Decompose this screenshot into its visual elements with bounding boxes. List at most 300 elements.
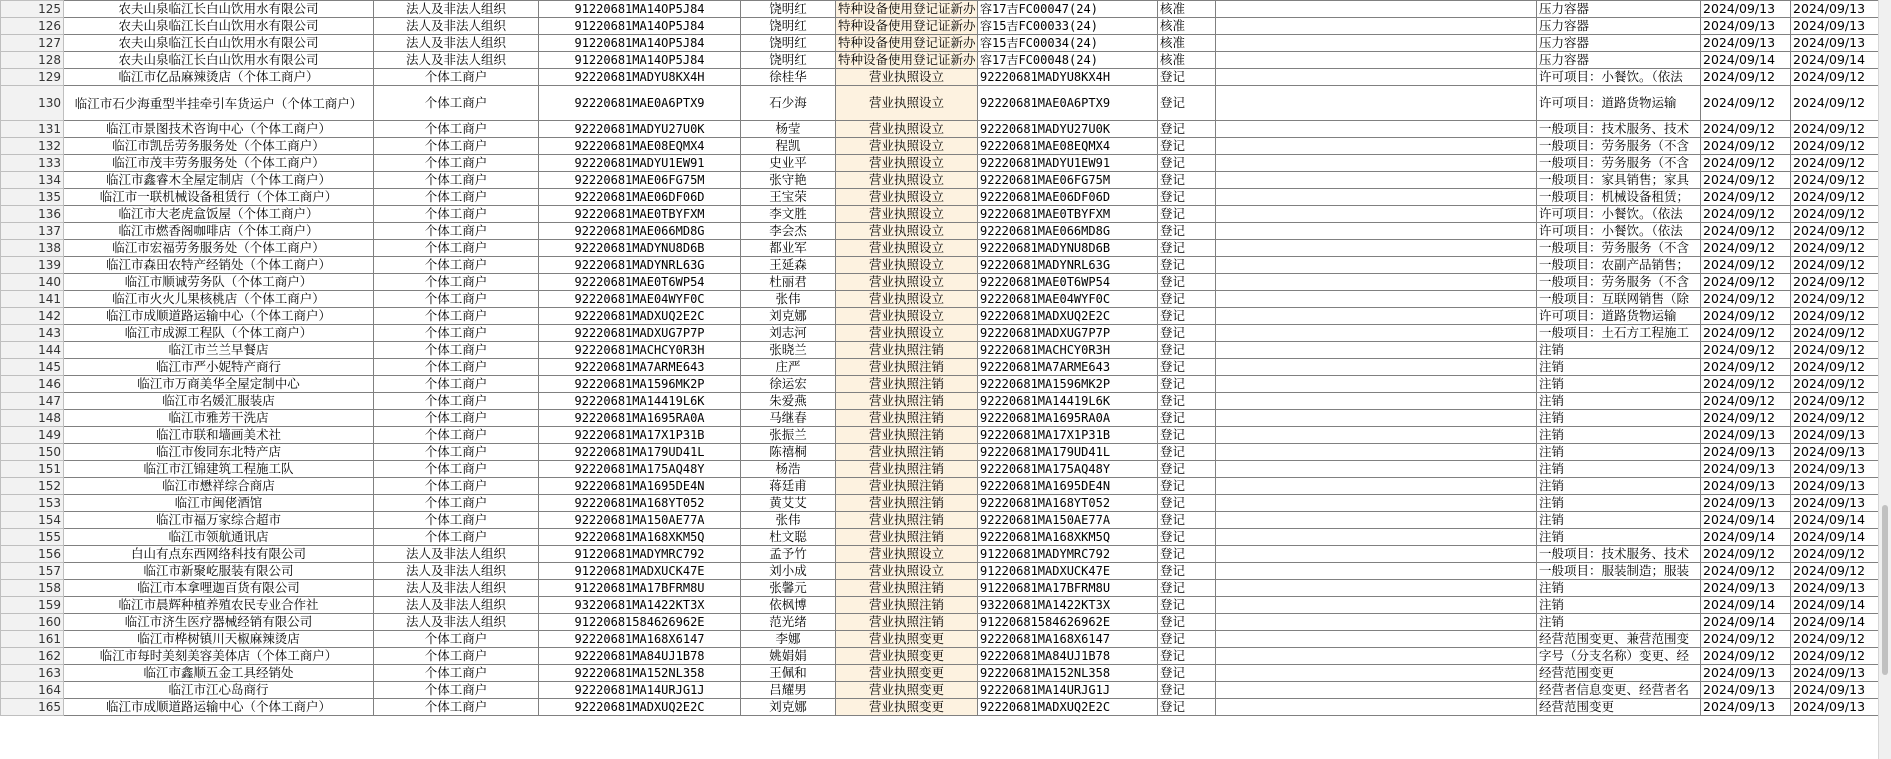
certificate-number-cell[interactable]: 92220681MA179UD41L	[978, 444, 1158, 461]
table-row[interactable]	[1, 274, 1879, 291]
date-cell[interactable]: 2024/09/12	[1791, 69, 1879, 86]
date-cell[interactable]: 2024/09/12	[1791, 393, 1879, 410]
certificate-number-cell[interactable]: 91220681584626962E	[978, 614, 1158, 631]
legal-person-cell[interactable]: 饶明红	[741, 35, 836, 52]
business-type-cell[interactable]: 营业执照设立	[836, 206, 978, 223]
blank-cell[interactable]	[1216, 682, 1537, 699]
row-number-cell[interactable]: 164	[1, 682, 64, 699]
date-cell[interactable]: 2024/09/13	[1701, 18, 1791, 35]
blank-cell[interactable]	[1216, 308, 1537, 325]
row-number-cell[interactable]: 163	[1, 665, 64, 682]
table-row[interactable]	[1, 393, 1879, 410]
certificate-number-cell[interactable]: 92220681MAE0TBYFXM	[978, 206, 1158, 223]
row-number-cell[interactable]: 143	[1, 325, 64, 342]
certificate-number-cell[interactable]: 92220681MA84UJ1B78	[978, 648, 1158, 665]
entity-name-cell[interactable]: 临江市鑫睿木全屋定制店（个体工商户）	[64, 172, 374, 189]
credit-code-cell[interactable]: 91220681MA14OP5J84	[539, 52, 741, 69]
business-scope-cell[interactable]: 注销	[1537, 495, 1701, 512]
entity-type-cell[interactable]: 个体工商户	[374, 342, 539, 359]
date-cell[interactable]: 2024/09/12	[1791, 342, 1879, 359]
certificate-number-cell[interactable]: 92220681MAE08EQMX4	[978, 138, 1158, 155]
date-cell[interactable]: 2024/09/14	[1791, 512, 1879, 529]
business-type-cell[interactable]: 营业执照注销	[836, 495, 978, 512]
business-type-cell[interactable]: 营业执照设立	[836, 189, 978, 206]
table-row[interactable]	[1, 138, 1879, 155]
business-type-cell[interactable]: 营业执照设立	[836, 223, 978, 240]
business-type-cell[interactable]: 营业执照设立	[836, 274, 978, 291]
entity-name-cell[interactable]: 农夫山泉临江长白山饮用水有限公司	[64, 52, 374, 69]
business-type-cell[interactable]: 营业执照设立	[836, 86, 978, 121]
scrollbar-thumb[interactable]	[1882, 505, 1888, 675]
business-type-cell[interactable]: 营业执照注销	[836, 461, 978, 478]
business-type-cell[interactable]: 营业执照设立	[836, 325, 978, 342]
certificate-number-cell[interactable]: 92220681MAE0T6WP54	[978, 274, 1158, 291]
row-number-cell[interactable]: 138	[1, 240, 64, 257]
business-type-cell[interactable]: 营业执照注销	[836, 359, 978, 376]
action-cell[interactable]: 登记	[1158, 257, 1216, 274]
row-number-cell[interactable]: 133	[1, 155, 64, 172]
date-cell[interactable]: 2024/09/12	[1791, 138, 1879, 155]
entity-type-cell[interactable]: 个体工商户	[374, 86, 539, 121]
table-row[interactable]	[1, 240, 1879, 257]
credit-code-cell[interactable]: 91220681MADYMRC792	[539, 546, 741, 563]
business-type-cell[interactable]: 营业执照变更	[836, 699, 978, 716]
business-scope-cell[interactable]: 一般项目：技术服务、技术	[1537, 121, 1701, 138]
row-number-cell[interactable]: 136	[1, 206, 64, 223]
date-cell[interactable]: 2024/09/12	[1701, 189, 1791, 206]
legal-person-cell[interactable]: 王宝荣	[741, 189, 836, 206]
action-cell[interactable]: 登记	[1158, 86, 1216, 121]
certificate-number-cell[interactable]: 92220681MAE06DF06D	[978, 189, 1158, 206]
business-type-cell[interactable]: 营业执照注销	[836, 376, 978, 393]
blank-cell[interactable]	[1216, 155, 1537, 172]
legal-person-cell[interactable]: 蒋廷甫	[741, 478, 836, 495]
legal-person-cell[interactable]: 李会杰	[741, 223, 836, 240]
entity-type-cell[interactable]: 法人及非法人组织	[374, 1, 539, 18]
certificate-number-cell[interactable]: 92220681MADYU1EW91	[978, 155, 1158, 172]
date-cell[interactable]: 2024/09/13	[1791, 699, 1879, 716]
row-number-cell[interactable]: 137	[1, 223, 64, 240]
certificate-number-cell[interactable]: 92220681MA175AQ48Y	[978, 461, 1158, 478]
entity-name-cell[interactable]: 临江市成顺道路运输中心（个体工商户）	[64, 308, 374, 325]
business-scope-cell[interactable]: 一般项目：机械设备租赁；	[1537, 189, 1701, 206]
date-cell[interactable]: 2024/09/14	[1791, 614, 1879, 631]
row-number-cell[interactable]: 146	[1, 376, 64, 393]
certificate-number-cell[interactable]: 92220681MA152NL358	[978, 665, 1158, 682]
date-cell[interactable]: 2024/09/12	[1701, 291, 1791, 308]
blank-cell[interactable]	[1216, 546, 1537, 563]
credit-code-cell[interactable]: 92220681MA179UD41L	[539, 444, 741, 461]
credit-code-cell[interactable]: 92220681MA1695RA0A	[539, 410, 741, 427]
certificate-number-cell[interactable]: 92220681MADXUG7P7P	[978, 325, 1158, 342]
legal-person-cell[interactable]: 刘克娜	[741, 699, 836, 716]
certificate-number-cell[interactable]: 92220681MA14URJG1J	[978, 682, 1158, 699]
blank-cell[interactable]	[1216, 495, 1537, 512]
credit-code-cell[interactable]: 91220681MA14OP5J84	[539, 35, 741, 52]
business-scope-cell[interactable]: 一般项目：农副产品销售；	[1537, 257, 1701, 274]
blank-cell[interactable]	[1216, 393, 1537, 410]
business-scope-cell[interactable]: 一般项目：互联网销售（除	[1537, 291, 1701, 308]
legal-person-cell[interactable]: 姚娟娟	[741, 648, 836, 665]
action-cell[interactable]: 登记	[1158, 699, 1216, 716]
date-cell[interactable]: 2024/09/13	[1791, 580, 1879, 597]
business-type-cell[interactable]: 营业执照注销	[836, 393, 978, 410]
table-row[interactable]	[1, 580, 1879, 597]
blank-cell[interactable]	[1216, 257, 1537, 274]
legal-person-cell[interactable]: 都业军	[741, 240, 836, 257]
business-type-cell[interactable]: 特种设备使用登记证新办	[836, 18, 978, 35]
credit-code-cell[interactable]: 92220681MADYU1EW91	[539, 155, 741, 172]
legal-person-cell[interactable]: 李娜	[741, 631, 836, 648]
table-row[interactable]	[1, 614, 1879, 631]
entity-name-cell[interactable]: 临江市雅芳干洗店	[64, 410, 374, 427]
row-number-cell[interactable]: 147	[1, 393, 64, 410]
row-number-cell[interactable]: 129	[1, 69, 64, 86]
credit-code-cell[interactable]: 92220681MADXUQ2E2C	[539, 699, 741, 716]
business-scope-cell[interactable]: 一般项目：技术服务、技术	[1537, 546, 1701, 563]
business-scope-cell[interactable]: 注销	[1537, 427, 1701, 444]
business-scope-cell[interactable]: 注销	[1537, 597, 1701, 614]
business-type-cell[interactable]: 营业执照变更	[836, 631, 978, 648]
table-row[interactable]	[1, 1, 1879, 18]
date-cell[interactable]: 2024/09/12	[1701, 240, 1791, 257]
blank-cell[interactable]	[1216, 138, 1537, 155]
date-cell[interactable]: 2024/09/12	[1701, 121, 1791, 138]
legal-person-cell[interactable]: 杜文聪	[741, 529, 836, 546]
credit-code-cell[interactable]: 92220681MA175AQ48Y	[539, 461, 741, 478]
legal-person-cell[interactable]: 张晓兰	[741, 342, 836, 359]
date-cell[interactable]: 2024/09/12	[1701, 648, 1791, 665]
business-scope-cell[interactable]: 注销	[1537, 376, 1701, 393]
business-scope-cell[interactable]: 经营范围变更、兼营范围变	[1537, 631, 1701, 648]
credit-code-cell[interactable]: 92220681MAE0T6WP54	[539, 274, 741, 291]
blank-cell[interactable]	[1216, 52, 1537, 69]
action-cell[interactable]: 登记	[1158, 495, 1216, 512]
business-type-cell[interactable]: 营业执照变更	[836, 665, 978, 682]
entity-type-cell[interactable]: 法人及非法人组织	[374, 580, 539, 597]
entity-name-cell[interactable]: 临江市燃香阁咖啡店（个体工商户）	[64, 223, 374, 240]
entity-type-cell[interactable]: 个体工商户	[374, 189, 539, 206]
entity-type-cell[interactable]: 个体工商户	[374, 665, 539, 682]
blank-cell[interactable]	[1216, 563, 1537, 580]
business-scope-cell[interactable]: 许可项目：小餐饮。（依法	[1537, 223, 1701, 240]
blank-cell[interactable]	[1216, 274, 1537, 291]
legal-person-cell[interactable]: 黄艾艾	[741, 495, 836, 512]
action-cell[interactable]: 登记	[1158, 393, 1216, 410]
business-type-cell[interactable]: 营业执照注销	[836, 342, 978, 359]
certificate-number-cell[interactable]: 92220681MACHCY0R3H	[978, 342, 1158, 359]
entity-name-cell[interactable]: 农夫山泉临江长白山饮用水有限公司	[64, 1, 374, 18]
vertical-scrollbar[interactable]	[1878, 0, 1891, 759]
table-row[interactable]	[1, 121, 1879, 138]
legal-person-cell[interactable]: 张伟	[741, 291, 836, 308]
business-scope-cell[interactable]: 经营者信息变更、经营者名	[1537, 682, 1701, 699]
entity-type-cell[interactable]: 个体工商户	[374, 512, 539, 529]
table-row[interactable]	[1, 563, 1879, 580]
credit-code-cell[interactable]: 92220681MADYNRL63G	[539, 257, 741, 274]
certificate-number-cell[interactable]: 91220681MADYMRC792	[978, 546, 1158, 563]
business-scope-cell[interactable]: 注销	[1537, 342, 1701, 359]
business-scope-cell[interactable]: 注销	[1537, 478, 1701, 495]
date-cell[interactable]: 2024/09/13	[1791, 478, 1879, 495]
action-cell[interactable]: 登记	[1158, 223, 1216, 240]
row-number-cell[interactable]: 150	[1, 444, 64, 461]
certificate-number-cell[interactable]: 92220681MA17X1P31B	[978, 427, 1158, 444]
date-cell[interactable]: 2024/09/12	[1791, 172, 1879, 189]
entity-type-cell[interactable]: 法人及非法人组织	[374, 614, 539, 631]
entity-name-cell[interactable]: 临江市景图技术咨询中心（个体工商户）	[64, 121, 374, 138]
business-scope-cell[interactable]: 许可项目：小餐饮。（依法	[1537, 69, 1701, 86]
date-cell[interactable]: 2024/09/12	[1791, 631, 1879, 648]
entity-type-cell[interactable]: 法人及非法人组织	[374, 597, 539, 614]
business-scope-cell[interactable]: 压力容器	[1537, 1, 1701, 18]
business-type-cell[interactable]: 特种设备使用登记证新办	[836, 1, 978, 18]
date-cell[interactable]: 2024/09/12	[1701, 376, 1791, 393]
entity-name-cell[interactable]: 临江市兰兰早餐店	[64, 342, 374, 359]
credit-code-cell[interactable]: 92220681MAE066MD8G	[539, 223, 741, 240]
legal-person-cell[interactable]: 依枫博	[741, 597, 836, 614]
entity-name-cell[interactable]: 临江市万商美华全屋定制中心	[64, 376, 374, 393]
entity-type-cell[interactable]: 个体工商户	[374, 376, 539, 393]
business-type-cell[interactable]: 营业执照注销	[836, 478, 978, 495]
business-type-cell[interactable]: 营业执照设立	[836, 308, 978, 325]
legal-person-cell[interactable]: 杜丽君	[741, 274, 836, 291]
entity-type-cell[interactable]: 个体工商户	[374, 393, 539, 410]
business-type-cell[interactable]: 营业执照注销	[836, 597, 978, 614]
business-scope-cell[interactable]: 许可项目：小餐饮。（依法	[1537, 206, 1701, 223]
business-scope-cell[interactable]: 压力容器	[1537, 52, 1701, 69]
certificate-number-cell[interactable]: 92220681MA1695DE4N	[978, 478, 1158, 495]
row-number-cell[interactable]: 154	[1, 512, 64, 529]
date-cell[interactable]: 2024/09/13	[1701, 444, 1791, 461]
credit-code-cell[interactable]: 92220681MAE06FG75M	[539, 172, 741, 189]
blank-cell[interactable]	[1216, 291, 1537, 308]
business-type-cell[interactable]: 营业执照设立	[836, 563, 978, 580]
date-cell[interactable]: 2024/09/12	[1701, 546, 1791, 563]
legal-person-cell[interactable]: 刘小成	[741, 563, 836, 580]
credit-code-cell[interactable]: 91220681MADXUCK47E	[539, 563, 741, 580]
row-number-cell[interactable]: 165	[1, 699, 64, 716]
credit-code-cell[interactable]: 92220681MAE0A6PTX9	[539, 86, 741, 121]
certificate-number-cell[interactable]: 92220681MAE04WYF0C	[978, 291, 1158, 308]
table-row[interactable]	[1, 478, 1879, 495]
entity-name-cell[interactable]: 临江市名媛汇服装店	[64, 393, 374, 410]
blank-cell[interactable]	[1216, 410, 1537, 427]
date-cell[interactable]: 2024/09/12	[1791, 240, 1879, 257]
row-number-cell[interactable]: 162	[1, 648, 64, 665]
blank-cell[interactable]	[1216, 699, 1537, 716]
certificate-number-cell[interactable]: 92220681MA150AE77A	[978, 512, 1158, 529]
blank-cell[interactable]	[1216, 172, 1537, 189]
date-cell[interactable]: 2024/09/12	[1701, 172, 1791, 189]
entity-name-cell[interactable]: 临江市亿品麻辣烫店（个体工商户）	[64, 69, 374, 86]
entity-name-cell[interactable]: 临江市宏福劳务服务处（个体工商户）	[64, 240, 374, 257]
date-cell[interactable]: 2024/09/12	[1791, 274, 1879, 291]
date-cell[interactable]: 2024/09/14	[1791, 597, 1879, 614]
row-number-cell[interactable]: 131	[1, 121, 64, 138]
entity-name-cell[interactable]: 临江市闽佬酒馆	[64, 495, 374, 512]
business-type-cell[interactable]: 营业执照设立	[836, 240, 978, 257]
credit-code-cell[interactable]: 91220681584626962E	[539, 614, 741, 631]
legal-person-cell[interactable]: 李文胜	[741, 206, 836, 223]
business-scope-cell[interactable]: 注销	[1537, 512, 1701, 529]
action-cell[interactable]: 登记	[1158, 376, 1216, 393]
business-scope-cell[interactable]: 许可项目：道路货物运输	[1537, 308, 1701, 325]
business-scope-cell[interactable]: 一般项目：土石方工程施工	[1537, 325, 1701, 342]
business-type-cell[interactable]: 营业执照设立	[836, 291, 978, 308]
action-cell[interactable]: 登记	[1158, 546, 1216, 563]
legal-person-cell[interactable]: 张守艳	[741, 172, 836, 189]
table-row[interactable]	[1, 648, 1879, 665]
entity-type-cell[interactable]: 个体工商户	[374, 138, 539, 155]
entity-name-cell[interactable]: 临江市联和墙画美术社	[64, 427, 374, 444]
action-cell[interactable]: 登记	[1158, 597, 1216, 614]
action-cell[interactable]: 登记	[1158, 580, 1216, 597]
action-cell[interactable]: 登记	[1158, 274, 1216, 291]
business-type-cell[interactable]: 营业执照设立	[836, 138, 978, 155]
table-row[interactable]	[1, 699, 1879, 716]
business-type-cell[interactable]: 营业执照设立	[836, 172, 978, 189]
row-number-cell[interactable]: 157	[1, 563, 64, 580]
date-cell[interactable]: 2024/09/14	[1701, 529, 1791, 546]
entity-name-cell[interactable]: 临江市福万家综合超市	[64, 512, 374, 529]
date-cell[interactable]: 2024/09/12	[1701, 69, 1791, 86]
row-number-cell[interactable]: 152	[1, 478, 64, 495]
certificate-number-cell[interactable]: 91220681MADXUCK47E	[978, 563, 1158, 580]
certificate-number-cell[interactable]: 92220681MAE06FG75M	[978, 172, 1158, 189]
date-cell[interactable]: 2024/09/13	[1701, 665, 1791, 682]
credit-code-cell[interactable]: 92220681MA17X1P31B	[539, 427, 741, 444]
legal-person-cell[interactable]: 吕耀男	[741, 682, 836, 699]
certificate-number-cell[interactable]: 92220681MADXUQ2E2C	[978, 699, 1158, 716]
date-cell[interactable]: 2024/09/12	[1701, 342, 1791, 359]
date-cell[interactable]: 2024/09/12	[1701, 359, 1791, 376]
credit-code-cell[interactable]: 92220681MA84UJ1B78	[539, 648, 741, 665]
date-cell[interactable]: 2024/09/13	[1791, 18, 1879, 35]
blank-cell[interactable]	[1216, 121, 1537, 138]
date-cell[interactable]: 2024/09/12	[1791, 206, 1879, 223]
row-number-cell[interactable]: 145	[1, 359, 64, 376]
entity-type-cell[interactable]: 个体工商户	[374, 699, 539, 716]
date-cell[interactable]: 2024/09/13	[1791, 461, 1879, 478]
table-row[interactable]	[1, 342, 1879, 359]
blank-cell[interactable]	[1216, 597, 1537, 614]
legal-person-cell[interactable]: 徐桂华	[741, 69, 836, 86]
business-scope-cell[interactable]: 注销	[1537, 393, 1701, 410]
credit-code-cell[interactable]: 92220681MADXUQ2E2C	[539, 308, 741, 325]
blank-cell[interactable]	[1216, 512, 1537, 529]
entity-name-cell[interactable]: 临江市成源工程队（个体工商户）	[64, 325, 374, 342]
entity-type-cell[interactable]: 个体工商户	[374, 631, 539, 648]
credit-code-cell[interactable]: 92220681MA168X6147	[539, 631, 741, 648]
business-scope-cell[interactable]: 注销	[1537, 410, 1701, 427]
action-cell[interactable]: 核准	[1158, 18, 1216, 35]
legal-person-cell[interactable]: 庄严	[741, 359, 836, 376]
date-cell[interactable]: 2024/09/12	[1701, 138, 1791, 155]
date-cell[interactable]: 2024/09/12	[1791, 563, 1879, 580]
table-row[interactable]	[1, 597, 1879, 614]
action-cell[interactable]: 登记	[1158, 359, 1216, 376]
date-cell[interactable]: 2024/09/14	[1701, 52, 1791, 69]
table-row[interactable]	[1, 512, 1879, 529]
business-scope-cell[interactable]: 压力容器	[1537, 18, 1701, 35]
business-scope-cell[interactable]: 一般项目：劳务服务（不含	[1537, 240, 1701, 257]
entity-type-cell[interactable]: 个体工商户	[374, 529, 539, 546]
legal-person-cell[interactable]: 张馨元	[741, 580, 836, 597]
business-scope-cell[interactable]: 一般项目：劳务服务（不含	[1537, 138, 1701, 155]
date-cell[interactable]: 2024/09/12	[1791, 189, 1879, 206]
entity-type-cell[interactable]: 个体工商户	[374, 257, 539, 274]
entity-type-cell[interactable]: 个体工商户	[374, 359, 539, 376]
business-type-cell[interactable]: 营业执照变更	[836, 648, 978, 665]
legal-person-cell[interactable]: 刘志河	[741, 325, 836, 342]
row-number-cell[interactable]: 161	[1, 631, 64, 648]
entity-name-cell[interactable]: 临江市新聚屹服装有限公司	[64, 563, 374, 580]
row-number-cell[interactable]: 158	[1, 580, 64, 597]
row-number-cell[interactable]: 130	[1, 86, 64, 121]
business-scope-cell[interactable]: 一般项目：家具销售；家具	[1537, 172, 1701, 189]
date-cell[interactable]: 2024/09/12	[1701, 86, 1791, 121]
certificate-number-cell[interactable]: 92220681MADYU27U0K	[978, 121, 1158, 138]
blank-cell[interactable]	[1216, 69, 1537, 86]
date-cell[interactable]: 2024/09/12	[1791, 359, 1879, 376]
table-row[interactable]	[1, 495, 1879, 512]
legal-person-cell[interactable]: 饶明红	[741, 18, 836, 35]
certificate-number-cell[interactable]: 容17吉FC00048(24)	[978, 52, 1158, 69]
date-cell[interactable]: 2024/09/13	[1791, 444, 1879, 461]
date-cell[interactable]: 2024/09/14	[1701, 597, 1791, 614]
legal-person-cell[interactable]: 朱爱燕	[741, 393, 836, 410]
table-row[interactable]	[1, 257, 1879, 274]
certificate-number-cell[interactable]: 91220681MA17BFRM8U	[978, 580, 1158, 597]
blank-cell[interactable]	[1216, 342, 1537, 359]
entity-type-cell[interactable]: 个体工商户	[374, 121, 539, 138]
entity-name-cell[interactable]: 临江市顺诚劳务队（个体工商户）	[64, 274, 374, 291]
business-type-cell[interactable]: 营业执照注销	[836, 410, 978, 427]
legal-person-cell[interactable]: 陈禧桐	[741, 444, 836, 461]
date-cell[interactable]: 2024/09/12	[1701, 393, 1791, 410]
action-cell[interactable]: 核准	[1158, 52, 1216, 69]
legal-person-cell[interactable]: 范光绪	[741, 614, 836, 631]
blank-cell[interactable]	[1216, 1, 1537, 18]
action-cell[interactable]: 登记	[1158, 240, 1216, 257]
action-cell[interactable]: 登记	[1158, 529, 1216, 546]
blank-cell[interactable]	[1216, 631, 1537, 648]
business-scope-cell[interactable]: 压力容器	[1537, 35, 1701, 52]
date-cell[interactable]: 2024/09/12	[1791, 121, 1879, 138]
action-cell[interactable]: 登记	[1158, 138, 1216, 155]
business-type-cell[interactable]: 营业执照设立	[836, 546, 978, 563]
credit-code-cell[interactable]: 92220681MA152NL358	[539, 665, 741, 682]
action-cell[interactable]: 登记	[1158, 325, 1216, 342]
date-cell[interactable]: 2024/09/13	[1701, 495, 1791, 512]
table-row[interactable]	[1, 18, 1879, 35]
row-number-cell[interactable]: 160	[1, 614, 64, 631]
date-cell[interactable]: 2024/09/12	[1791, 410, 1879, 427]
date-cell[interactable]: 2024/09/13	[1701, 478, 1791, 495]
action-cell[interactable]: 登记	[1158, 155, 1216, 172]
certificate-number-cell[interactable]: 容15吉FC00034(24)	[978, 35, 1158, 52]
action-cell[interactable]: 登记	[1158, 342, 1216, 359]
action-cell[interactable]: 登记	[1158, 427, 1216, 444]
row-number-cell[interactable]: 144	[1, 342, 64, 359]
legal-person-cell[interactable]: 孟予竹	[741, 546, 836, 563]
credit-code-cell[interactable]: 92220681MADYNU8D6B	[539, 240, 741, 257]
row-number-cell[interactable]: 128	[1, 52, 64, 69]
blank-cell[interactable]	[1216, 206, 1537, 223]
business-type-cell[interactable]: 营业执照变更	[836, 682, 978, 699]
entity-type-cell[interactable]: 个体工商户	[374, 308, 539, 325]
